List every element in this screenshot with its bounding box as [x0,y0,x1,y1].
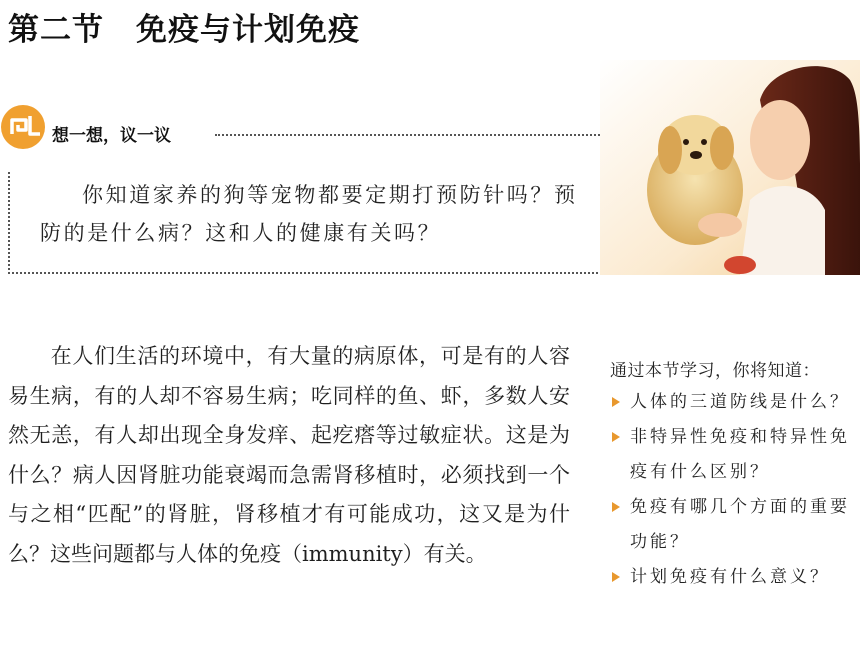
intro-paragraph [8,337,570,574]
section-title: 第二节 免疫与计划免疫 [8,12,360,48]
intro-paragraph-text: 在人们生活的环境中，有大量的病原体，可是有的人容易生病，有的人却不容易生病；吃同样的鱼、虾，多数人安然无恙，有人却出现全身发痒、起疙瘩等过敏症状。这是为什么？病人因肾脏功能衰竭而急需肾移植时，必须找到一个与之相“匹配”的肾脏，肾移植才有可能成功，这又是为什么？这些问题都与人体的免疫（immunity）有关。 [8,344,570,566]
list-item [610,420,850,490]
list-item-text: 人体的三道防线是什么？ [630,392,850,412]
learning-objectives-list [610,385,850,595]
list-item [610,490,850,560]
triangle-bullet-icon [612,572,620,582]
list-item-text: 非特异性免疫和特异性免疫有什么区别？ [630,427,850,482]
girl-with-puppy-photo [600,60,860,275]
triangle-bullet-icon [612,397,620,407]
think-discuss-label: 想一想，议一议 [52,126,171,146]
list-item-text: 计划免疫有什么意义？ [630,567,830,587]
learning-objectives [610,356,850,595]
list-item [610,385,850,420]
dotted-divider [215,134,600,136]
question-text: 你知道家养的狗等宠物都要定期打预防针吗？预防的是什么病？这和人的健康有关吗？ [40,183,578,245]
triangle-bullet-icon [612,502,620,512]
learning-objectives-title: 通过本节学习，你将知道： [610,361,820,381]
think-discuss-icon [0,104,46,150]
list-item [610,560,850,595]
list-item-text: 免疫有哪几个方面的重要功能？ [630,497,850,552]
triangle-bullet-icon [612,432,620,442]
